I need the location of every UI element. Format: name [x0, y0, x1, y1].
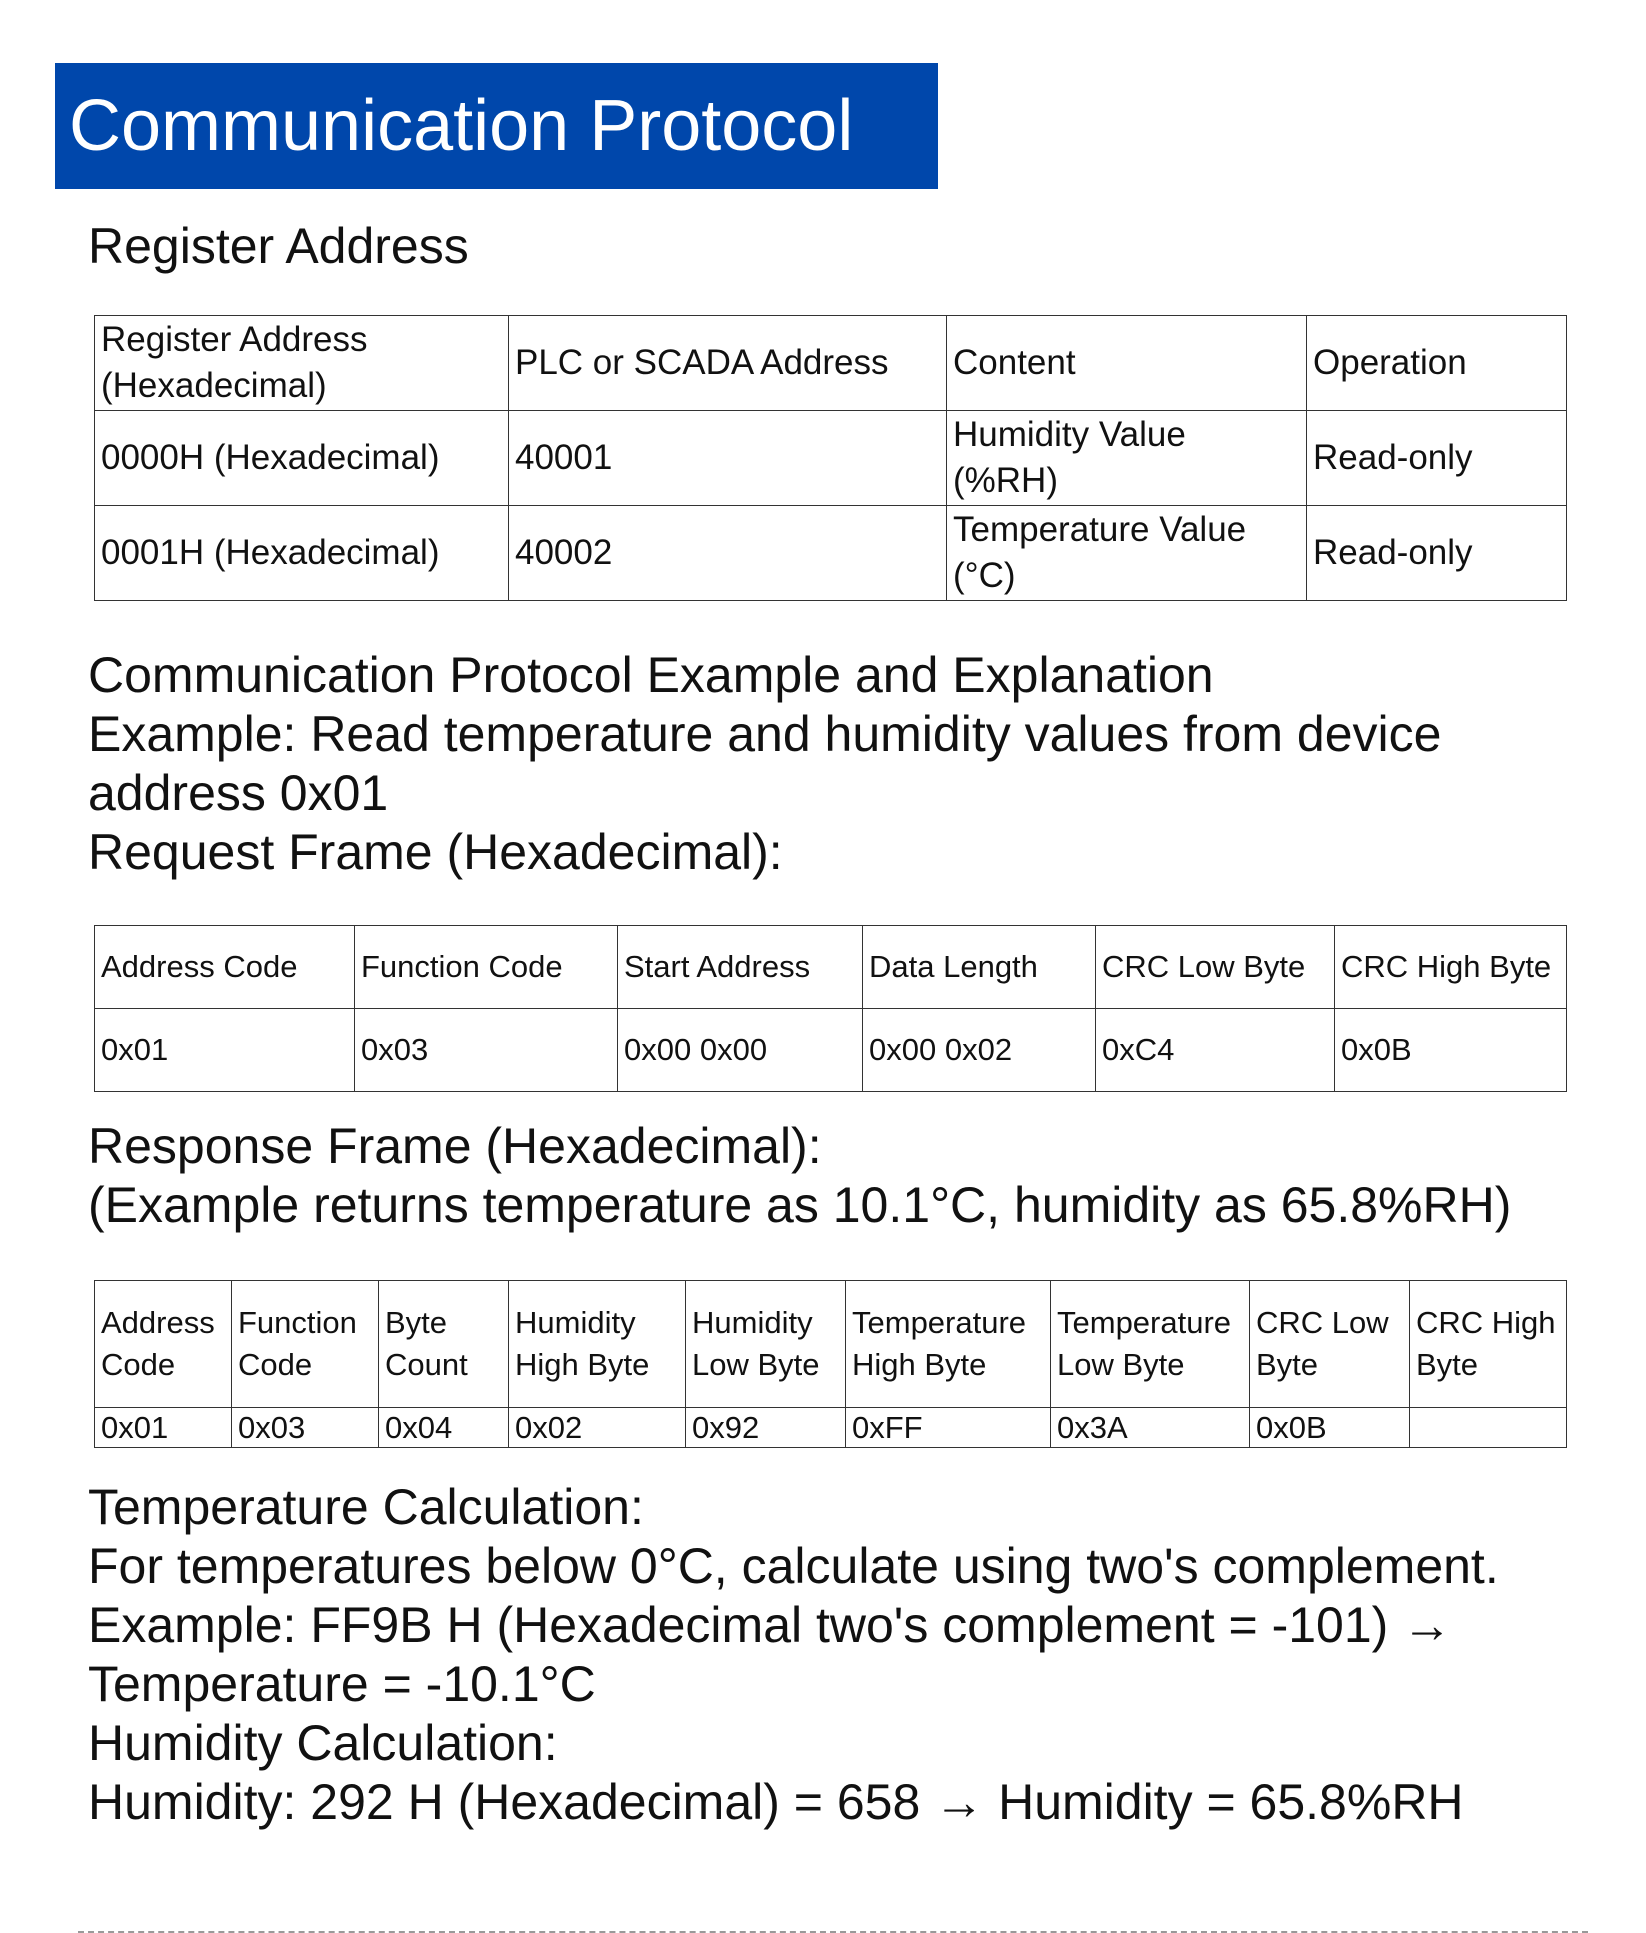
table-row	[95, 1408, 1567, 1448]
request-header-text: Start Address	[624, 949, 811, 984]
table-row	[95, 1009, 1567, 1092]
table-row	[95, 506, 1567, 601]
register-header-plc-text: PLC or SCADA Address	[515, 343, 889, 382]
request-header-text: Address Code	[101, 949, 298, 984]
request-cell-text: 0x01	[101, 1032, 169, 1067]
response-header-cell	[1051, 1281, 1250, 1408]
register-address-table	[94, 315, 1567, 601]
response-cell	[846, 1408, 1051, 1448]
response-header-cell	[379, 1281, 509, 1408]
register-heading-text: Register Address	[88, 218, 469, 274]
response-header-cell	[686, 1281, 846, 1408]
request-header-cell	[355, 926, 618, 1009]
request-frame-table	[94, 925, 1567, 1092]
request-cell	[95, 1009, 355, 1092]
response-header-text: Humidity High Byte	[515, 1305, 650, 1382]
response-cell-text: 0x03	[238, 1409, 306, 1445]
response-header-cell	[232, 1281, 379, 1408]
register-table-header-row	[95, 316, 1567, 411]
response-cell	[232, 1408, 379, 1448]
response-header-cell	[1410, 1281, 1567, 1408]
register-header-plc	[509, 316, 947, 411]
register-cell	[947, 506, 1307, 601]
request-cell-text: 0x0B	[1341, 1032, 1412, 1067]
request-header-text: Function Code	[361, 949, 563, 984]
register-cell-text: Temperature Value (°C)	[953, 510, 1247, 595]
response-header-text: Address Code	[101, 1305, 215, 1382]
page-title: Communication Protocol	[69, 86, 854, 166]
response-frame-table	[94, 1280, 1567, 1448]
register-cell	[509, 506, 947, 601]
response-section	[88, 1117, 1511, 1235]
request-header-cell	[863, 926, 1096, 1009]
response-header-cell	[846, 1281, 1051, 1408]
example-heading: Communication Protocol Example and Explanation	[88, 647, 1214, 703]
request-cell-text: 0x00 0x00	[624, 1032, 768, 1067]
response-header-text: Function Code	[238, 1305, 357, 1382]
response-header-text: Temperature Low Byte	[1057, 1305, 1232, 1382]
register-header-content	[947, 316, 1307, 411]
response-cell-text: 0x92	[692, 1409, 760, 1445]
response-cell	[1250, 1408, 1410, 1448]
request-cell-text: 0x03	[361, 1032, 429, 1067]
response-header-text: CRC High Byte	[1416, 1305, 1556, 1382]
humidity-calc-heading: Humidity Calculation:	[88, 1715, 558, 1771]
response-cell-text: 0x3A	[1057, 1409, 1128, 1445]
response-cell	[379, 1408, 509, 1448]
response-cell-text: 0x04	[385, 1409, 453, 1445]
register-cell	[947, 411, 1307, 506]
register-header-address	[95, 316, 509, 411]
request-cell	[863, 1009, 1096, 1092]
request-cell	[355, 1009, 618, 1092]
request-header-text: CRC High Byte	[1341, 949, 1552, 984]
register-header-operation-text: Operation	[1313, 343, 1467, 382]
register-header-content-text: Content	[953, 343, 1076, 382]
response-cell	[509, 1408, 686, 1448]
temperature-calc-line-1: For temperatures below 0°C, calculate using two's complement.	[88, 1538, 1499, 1594]
request-frame-heading: Request Frame (Hexadecimal):	[88, 824, 783, 880]
request-cell	[1096, 1009, 1335, 1092]
response-cell	[95, 1408, 232, 1448]
request-cell-text: 0xC4	[1102, 1032, 1175, 1067]
register-cell-text: Read-only	[1313, 533, 1473, 572]
request-table-header-row	[95, 926, 1567, 1009]
register-heading	[88, 217, 469, 276]
response-cell-text: 0x01	[101, 1409, 169, 1445]
request-header-cell	[618, 926, 863, 1009]
response-header-text: Byte Count	[385, 1305, 468, 1382]
example-line-2: address 0x01	[88, 765, 389, 821]
calculation-section	[88, 1478, 1499, 1832]
response-cell-text: 0x02	[515, 1409, 583, 1445]
response-frame-note: (Example returns temperature as 10.1°C, humidity as 65.8%RH)	[88, 1177, 1512, 1233]
response-cell-text: 0x0B	[1256, 1409, 1327, 1445]
register-cell-text: 0001H (Hexadecimal)	[101, 533, 440, 572]
page-title-banner	[55, 63, 938, 189]
register-cell-text: 40001	[515, 438, 613, 477]
response-cell-text: 0xFF	[852, 1409, 923, 1445]
register-header-address-text: Register Address (Hexadecimal)	[101, 320, 368, 405]
temperature-calc-line-3: Temperature = -10.1°C	[88, 1656, 596, 1712]
request-cell-text: 0x00 0x02	[869, 1032, 1013, 1067]
request-cell	[618, 1009, 863, 1092]
response-cell	[686, 1408, 846, 1448]
example-line-1: Example: Read temperature and humidity values from device	[88, 706, 1442, 762]
register-cell-text: 40002	[515, 533, 613, 572]
response-cell-empty	[1410, 1408, 1567, 1448]
response-frame-heading: Response Frame (Hexadecimal):	[88, 1118, 822, 1174]
request-cell	[1335, 1009, 1567, 1092]
response-header-cell	[95, 1281, 232, 1408]
register-cell	[1307, 411, 1567, 506]
humidity-calc-line-1: Humidity: 292 H (Hexadecimal) = 658 → Humidity = 65.8%RH	[88, 1774, 1464, 1830]
register-cell	[95, 506, 509, 601]
register-cell-text: Read-only	[1313, 438, 1473, 477]
response-header-text: Temperature High Byte	[852, 1305, 1027, 1382]
response-cell	[1051, 1408, 1250, 1448]
temperature-calc-heading: Temperature Calculation:	[88, 1479, 644, 1535]
table-row	[95, 411, 1567, 506]
register-cell-text: 0000H (Hexadecimal)	[101, 438, 440, 477]
response-header-cell	[509, 1281, 686, 1408]
register-cell-text: Humidity Value (%RH)	[953, 415, 1186, 500]
register-header-operation	[1307, 316, 1567, 411]
request-header-cell	[95, 926, 355, 1009]
request-header-cell	[1096, 926, 1335, 1009]
temperature-calc-line-2: Example: FF9B H (Hexadecimal two's complement = -101) →	[88, 1597, 1453, 1653]
request-header-cell	[1335, 926, 1567, 1009]
request-header-text: CRC Low Byte	[1102, 949, 1306, 984]
response-table-header-row	[95, 1281, 1567, 1408]
response-header-text: Humidity Low Byte	[692, 1305, 820, 1382]
register-cell	[1307, 506, 1567, 601]
response-header-cell	[1250, 1281, 1410, 1408]
request-header-text: Data Length	[869, 949, 1038, 984]
register-cell	[509, 411, 947, 506]
register-cell	[95, 411, 509, 506]
example-section	[88, 646, 1441, 882]
response-header-text: CRC Low Byte	[1256, 1305, 1389, 1382]
